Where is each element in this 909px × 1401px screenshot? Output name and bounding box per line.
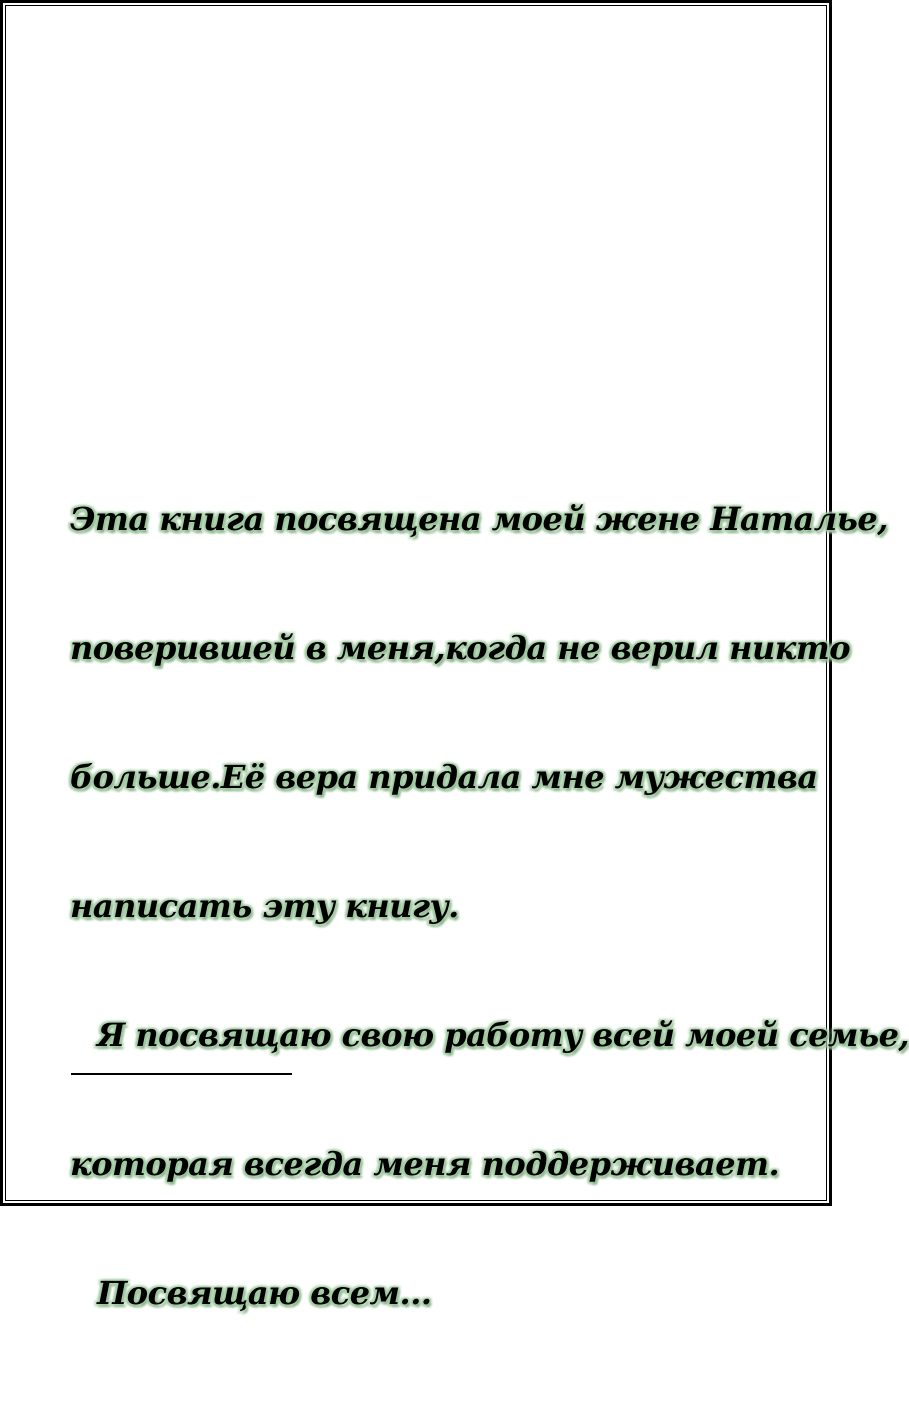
dedication-line: поверившей в меня,когда не верил никто [70,629,851,667]
dedication-line: которая всегда меня поддерживает. [70,1145,780,1183]
dedication-line: больше.Её вера придала мне мужества [70,758,818,796]
dedication-line: Посвящаю всем... [97,1274,432,1312]
footnote-separator-rule [71,1073,292,1075]
dedication-line: написать эту книгу. [70,887,459,925]
dedication-line: Я посвящаю свою работу всей моей семье, [97,1016,909,1054]
dedication-text-block [70,412,909,1401]
dedication-line: Эта книга посвящена моей жене Наталье, [70,500,888,538]
